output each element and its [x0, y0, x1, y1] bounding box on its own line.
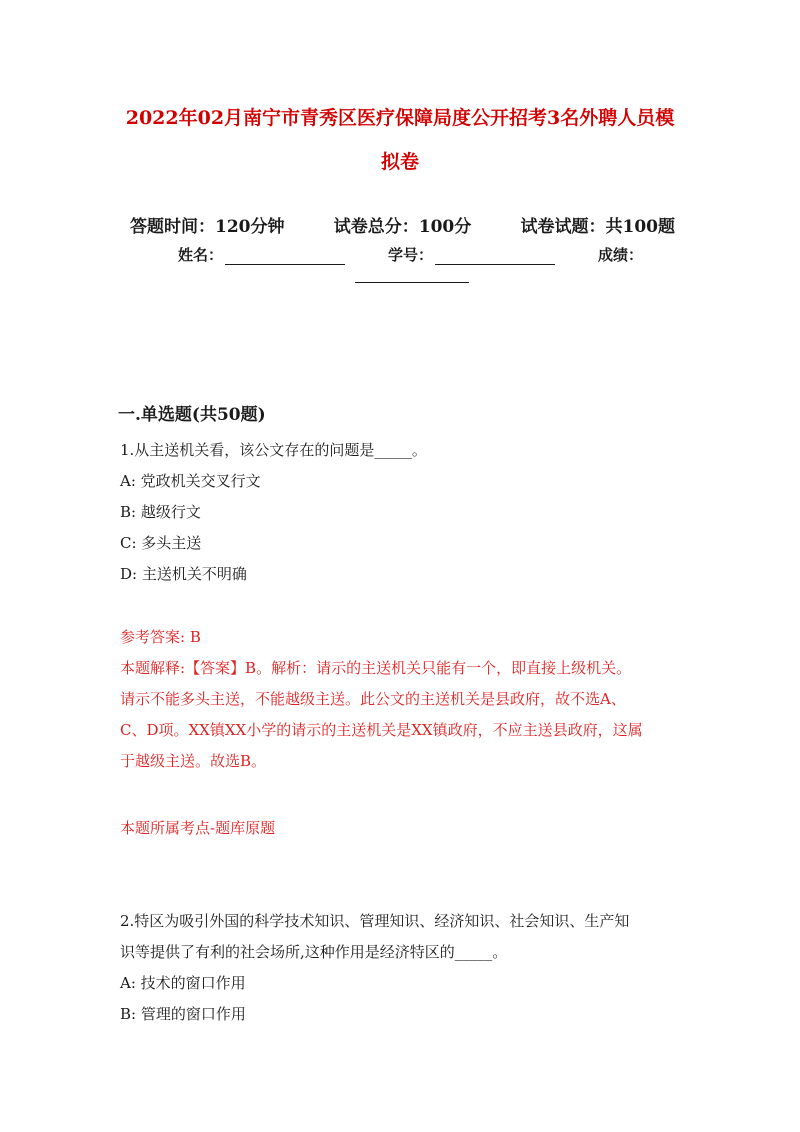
name-label: 姓名： [178, 246, 224, 264]
grade-field [598, 244, 643, 265]
question-2-option-b: B: 管理的窗口作用 [120, 1005, 246, 1023]
exam-question-count: 试卷试题：共100题 [520, 217, 675, 237]
name-field [178, 244, 345, 265]
exam-title-line1: 2022年02月南宁市青秀区医疗保障局度公开招考3名外聘人员模 [125, 107, 675, 129]
question-1-option-a: A: 党政机关交叉行文 [120, 472, 261, 490]
question-2-stem-line2: 识等提供了有利的社会场所,这种作用是经济特区的_____。 [120, 943, 508, 961]
exam-meta [130, 212, 675, 237]
question-1-option-b: B: 越级行文 [120, 503, 201, 521]
question-1-explanation [120, 658, 685, 782]
explanation-line: 本题解释:【答案】B。解析：请示的主送机关只能有一个，即直接上级机关。 [120, 659, 632, 677]
grade-blank-line [355, 266, 469, 283]
question-2-option-a: A: 技术的窗口作用 [120, 974, 246, 992]
explanation-line: C、D项。XX镇XX小学的请示的主送机关是XX镇政府，不应主送县政府，这属 [120, 721, 643, 739]
section-title: 一.单选题(共50题) [118, 405, 266, 425]
grade-label: 成绩： [597, 246, 643, 264]
exam-title-line2: 拟卷 [380, 151, 419, 173]
explanation-line: 于越级主送。故选B。 [120, 752, 267, 770]
explanation-line: 请示不能多头主送，不能越级主送。此公文的主送机关是县政府，故不选A、 [120, 690, 626, 708]
question-2-stem-line1: 2.特区为吸引外国的科学技术知识、管理知识、经济知识、社会知识、生产知 [120, 912, 630, 930]
question-1-answer: 参考答案: B [120, 628, 201, 646]
student-id-blank-line [435, 248, 555, 265]
exam-time: 答题时间：120分钟 [130, 217, 285, 237]
question-1-option-d: D: 主送机关不明确 [120, 565, 247, 583]
question-1-source: 本题所属考点-题库原题 [120, 819, 276, 837]
question-1-stem: 1.从主送机关看，该公文存在的问题是_____。 [120, 441, 427, 459]
name-blank-line [225, 248, 345, 265]
question-1-option-c: C: 多头主送 [120, 534, 202, 552]
student-id-field [388, 244, 555, 265]
exam-total-score: 试卷总分：100分 [333, 217, 472, 237]
student-info-fields [178, 244, 643, 265]
student-id-label: 学号： [387, 246, 433, 264]
